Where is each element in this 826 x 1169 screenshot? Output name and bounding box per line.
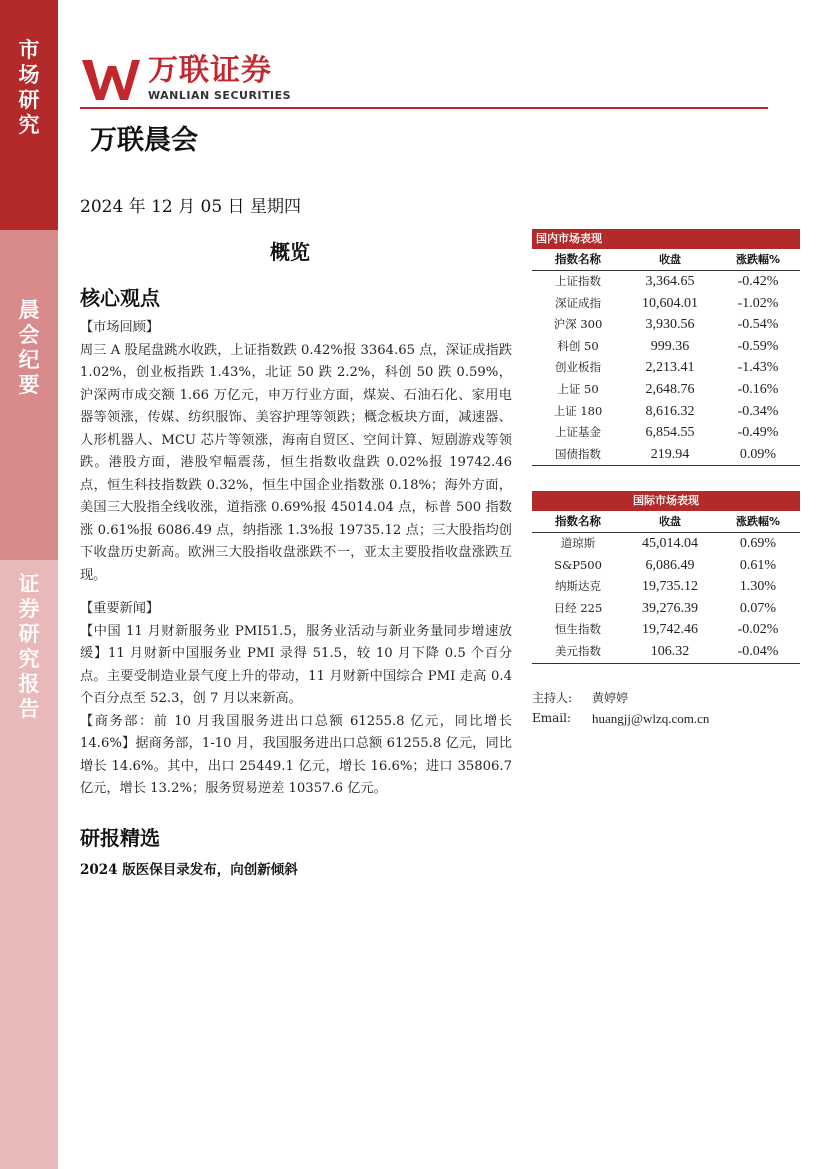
email-line bbox=[532, 711, 709, 727]
research-heading: 研报精选 bbox=[80, 826, 160, 850]
close-value-cell: 3,930.56 bbox=[645, 317, 695, 333]
close-value-cell: 45,014.04 bbox=[642, 536, 698, 551]
close-value-cell: 6,854.55 bbox=[645, 425, 695, 441]
table-row bbox=[532, 619, 800, 641]
table-row bbox=[532, 357, 800, 379]
index-name-cell: 上证 180 bbox=[553, 403, 603, 418]
sidebar-bottom-block bbox=[0, 560, 58, 1169]
left-sidebar bbox=[0, 0, 58, 1169]
change-pct-cell: -0.42% bbox=[737, 274, 779, 289]
change-pct-cell: -0.16% bbox=[737, 381, 779, 397]
index-name-cell: 沪深 300 bbox=[553, 317, 603, 332]
sidebar-top-block bbox=[0, 0, 58, 230]
change-pct-cell: -0.02% bbox=[737, 622, 779, 638]
change-pct-cell: -0.49% bbox=[737, 425, 779, 441]
close-value-cell: 2,213.41 bbox=[645, 360, 695, 376]
overview-heading: 概览 bbox=[270, 240, 310, 264]
change-pct-cell: 0.69% bbox=[739, 536, 777, 551]
change-pct-cell: 0.07% bbox=[739, 600, 777, 616]
index-name-cell: S&P500 bbox=[554, 557, 602, 572]
change-pct-cell: 1.30% bbox=[739, 579, 777, 595]
table-row bbox=[532, 444, 800, 466]
close-value-cell: 8,616.32 bbox=[645, 403, 695, 419]
column-header: 指数名称 bbox=[555, 514, 601, 528]
table-row bbox=[532, 422, 800, 444]
index-name-cell: 科创 50 bbox=[557, 338, 599, 353]
close-value-cell: 999.36 bbox=[650, 338, 690, 354]
index-name-cell: 上证指数 bbox=[555, 274, 601, 288]
email-link[interactable]: huangjj@wlzq.com.cn bbox=[592, 711, 710, 726]
host-line bbox=[532, 689, 628, 706]
change-pct-cell: 0.09% bbox=[739, 446, 777, 462]
column-header: 收盘 bbox=[659, 253, 681, 266]
host-label: 主持人: bbox=[532, 691, 573, 705]
table-row bbox=[532, 314, 800, 336]
brand-name-en: WANLIAN SECURITIES bbox=[148, 89, 292, 102]
header-divider bbox=[80, 107, 768, 109]
market-review-text: 周三 A 股尾盘跳水收跌，上证指数跌 0.42%报 3364.65 点，深证成指跌 1.02%，创业板指跌 1.43%，北证 50 跌 2.2%，科创 50 跌 0.59%，沪深两市成交额 1.66 万亿元，申万行业方面，煤炭、石油石化、家用电器等领涨，传媒、纺织服饰、美容护理等领跌；概念板块方面，减速器、人形机器人、MCU 芯片等领涨，海南自贸区、空间计算、短剧游戏等领跌。港股方面，港股窄幅震荡，恒生指数收盘跌 0.02%报 19742.46 点，恒生科技指数跌 0.32%，恒生中国企业指数涨 0.18%；海外方面，美国三大股指全线收涨，道指涨 0.69%报 45014.04 点，标普 500 指数涨 0.61%报 6086.49 点，纳指涨 1.3%报 19735.12 点；三大股指均创下收盘历史新高。欧洲三大股指收盘涨跌不一，亚太主要股指收盘涨跌互现。 bbox=[80, 342, 512, 583]
market-review-section bbox=[80, 317, 512, 587]
index-name-cell: 上证基金 bbox=[555, 425, 601, 440]
brand-logo bbox=[80, 55, 291, 102]
index-name-cell: 恒生指数 bbox=[555, 622, 601, 637]
index-name-cell: 国债指数 bbox=[555, 446, 601, 461]
sidebar-top-label: 市场研究 bbox=[18, 38, 40, 137]
news-item-1: 【中国 11 月财新服务业 PMI51.5，服务业活动与新业务量同步增速放缓】11 月财新中国服务业 PMI 录得 51.5，较 10 月下降 0.5 个百分点。主要受制造业景气度上升的带动，11 月财新中国综合 PMI 走高 0.4 个百分点至 52.3，创 7 月以来新高。 bbox=[80, 623, 512, 706]
change-pct-cell: -1.43% bbox=[737, 360, 779, 376]
market-review-tag: 【市场回顾】 bbox=[80, 320, 160, 335]
research-item-title[interactable]: 2024 版医保目录发布，向创新倾斜 bbox=[80, 862, 298, 878]
table-row bbox=[532, 271, 800, 293]
wanlian-logo-icon bbox=[80, 56, 142, 102]
domestic-table-title: 国内市场表现 bbox=[532, 229, 800, 249]
table-row bbox=[532, 641, 800, 663]
table-row bbox=[532, 293, 800, 315]
domestic-table-header bbox=[532, 249, 800, 271]
close-value-cell: 6,086.49 bbox=[645, 557, 695, 573]
close-value-cell: 19,742.46 bbox=[642, 622, 698, 638]
column-header: 涨跌幅% bbox=[735, 515, 781, 528]
email-label: Email: bbox=[532, 711, 572, 725]
core-view-heading: 核心观点 bbox=[80, 286, 160, 310]
news-item-2: 【商务部：前 10 月我国服务进出口总额 61255.8 亿元，同比增长 14.6%】据商务部，1-10 月，我国服务进出口总额 61255.8 亿元，同比增长 14.6%。其中，出口 25449.1 亿元，增长 16.6%；进口 35806.7 亿元，增长 13.2%；服务贸易逆差 10357.6 亿元。 bbox=[80, 713, 512, 796]
news-section bbox=[80, 598, 512, 801]
international-table-header bbox=[532, 511, 800, 533]
change-pct-cell: -0.04% bbox=[737, 643, 779, 659]
brand-name-cn: 万联证券 bbox=[148, 53, 272, 88]
table-row bbox=[532, 401, 800, 423]
index-name-cell: 道琼斯 bbox=[560, 536, 596, 550]
table-row bbox=[532, 379, 800, 401]
close-value-cell: 106.32 bbox=[650, 643, 690, 659]
close-value-cell: 2,648.76 bbox=[645, 381, 695, 397]
close-value-cell: 3,364.65 bbox=[645, 274, 695, 289]
table-row bbox=[532, 533, 800, 555]
change-pct-cell: -1.02% bbox=[737, 295, 779, 311]
report-date: 2024 年 12 月 05 日 星期四 bbox=[80, 197, 301, 217]
sidebar-mid-block bbox=[0, 230, 58, 560]
international-table-title: 国际市场表现 bbox=[532, 491, 800, 511]
sidebar-mid-label: 晨会纪要 bbox=[18, 298, 40, 397]
table-row bbox=[532, 598, 800, 620]
change-pct-cell: -0.59% bbox=[737, 338, 779, 354]
index-name-cell: 上证 50 bbox=[557, 381, 599, 396]
index-name-cell: 日经 225 bbox=[553, 600, 603, 615]
index-name-cell: 纳斯达克 bbox=[555, 579, 601, 594]
close-value-cell: 10,604.01 bbox=[642, 295, 698, 311]
close-value-cell: 39,276.39 bbox=[642, 600, 698, 616]
close-value-cell: 19,735.12 bbox=[642, 579, 698, 595]
change-pct-cell: -0.34% bbox=[737, 403, 779, 419]
index-name-cell: 美元指数 bbox=[555, 643, 601, 658]
news-tag: 【重要新闻】 bbox=[80, 601, 160, 616]
column-header: 涨跌幅% bbox=[735, 253, 781, 266]
table-row bbox=[532, 336, 800, 358]
index-name-cell: 创业板指 bbox=[555, 360, 601, 375]
change-pct-cell: 0.61% bbox=[739, 557, 777, 573]
international-market-table bbox=[532, 491, 800, 664]
index-name-cell: 深证成指 bbox=[555, 295, 601, 310]
column-header: 收盘 bbox=[659, 515, 681, 528]
column-header: 指数名称 bbox=[555, 252, 601, 266]
report-title: 万联晨会 bbox=[90, 125, 198, 156]
domestic-market-table bbox=[532, 229, 800, 466]
table-row bbox=[532, 576, 800, 598]
change-pct-cell: -0.54% bbox=[737, 317, 779, 333]
sidebar-bottom-label: 证券研究报告 bbox=[18, 572, 40, 721]
close-value-cell: 219.94 bbox=[650, 446, 690, 462]
table-row bbox=[532, 555, 800, 577]
host-name: 黄婷婷 bbox=[592, 691, 629, 705]
